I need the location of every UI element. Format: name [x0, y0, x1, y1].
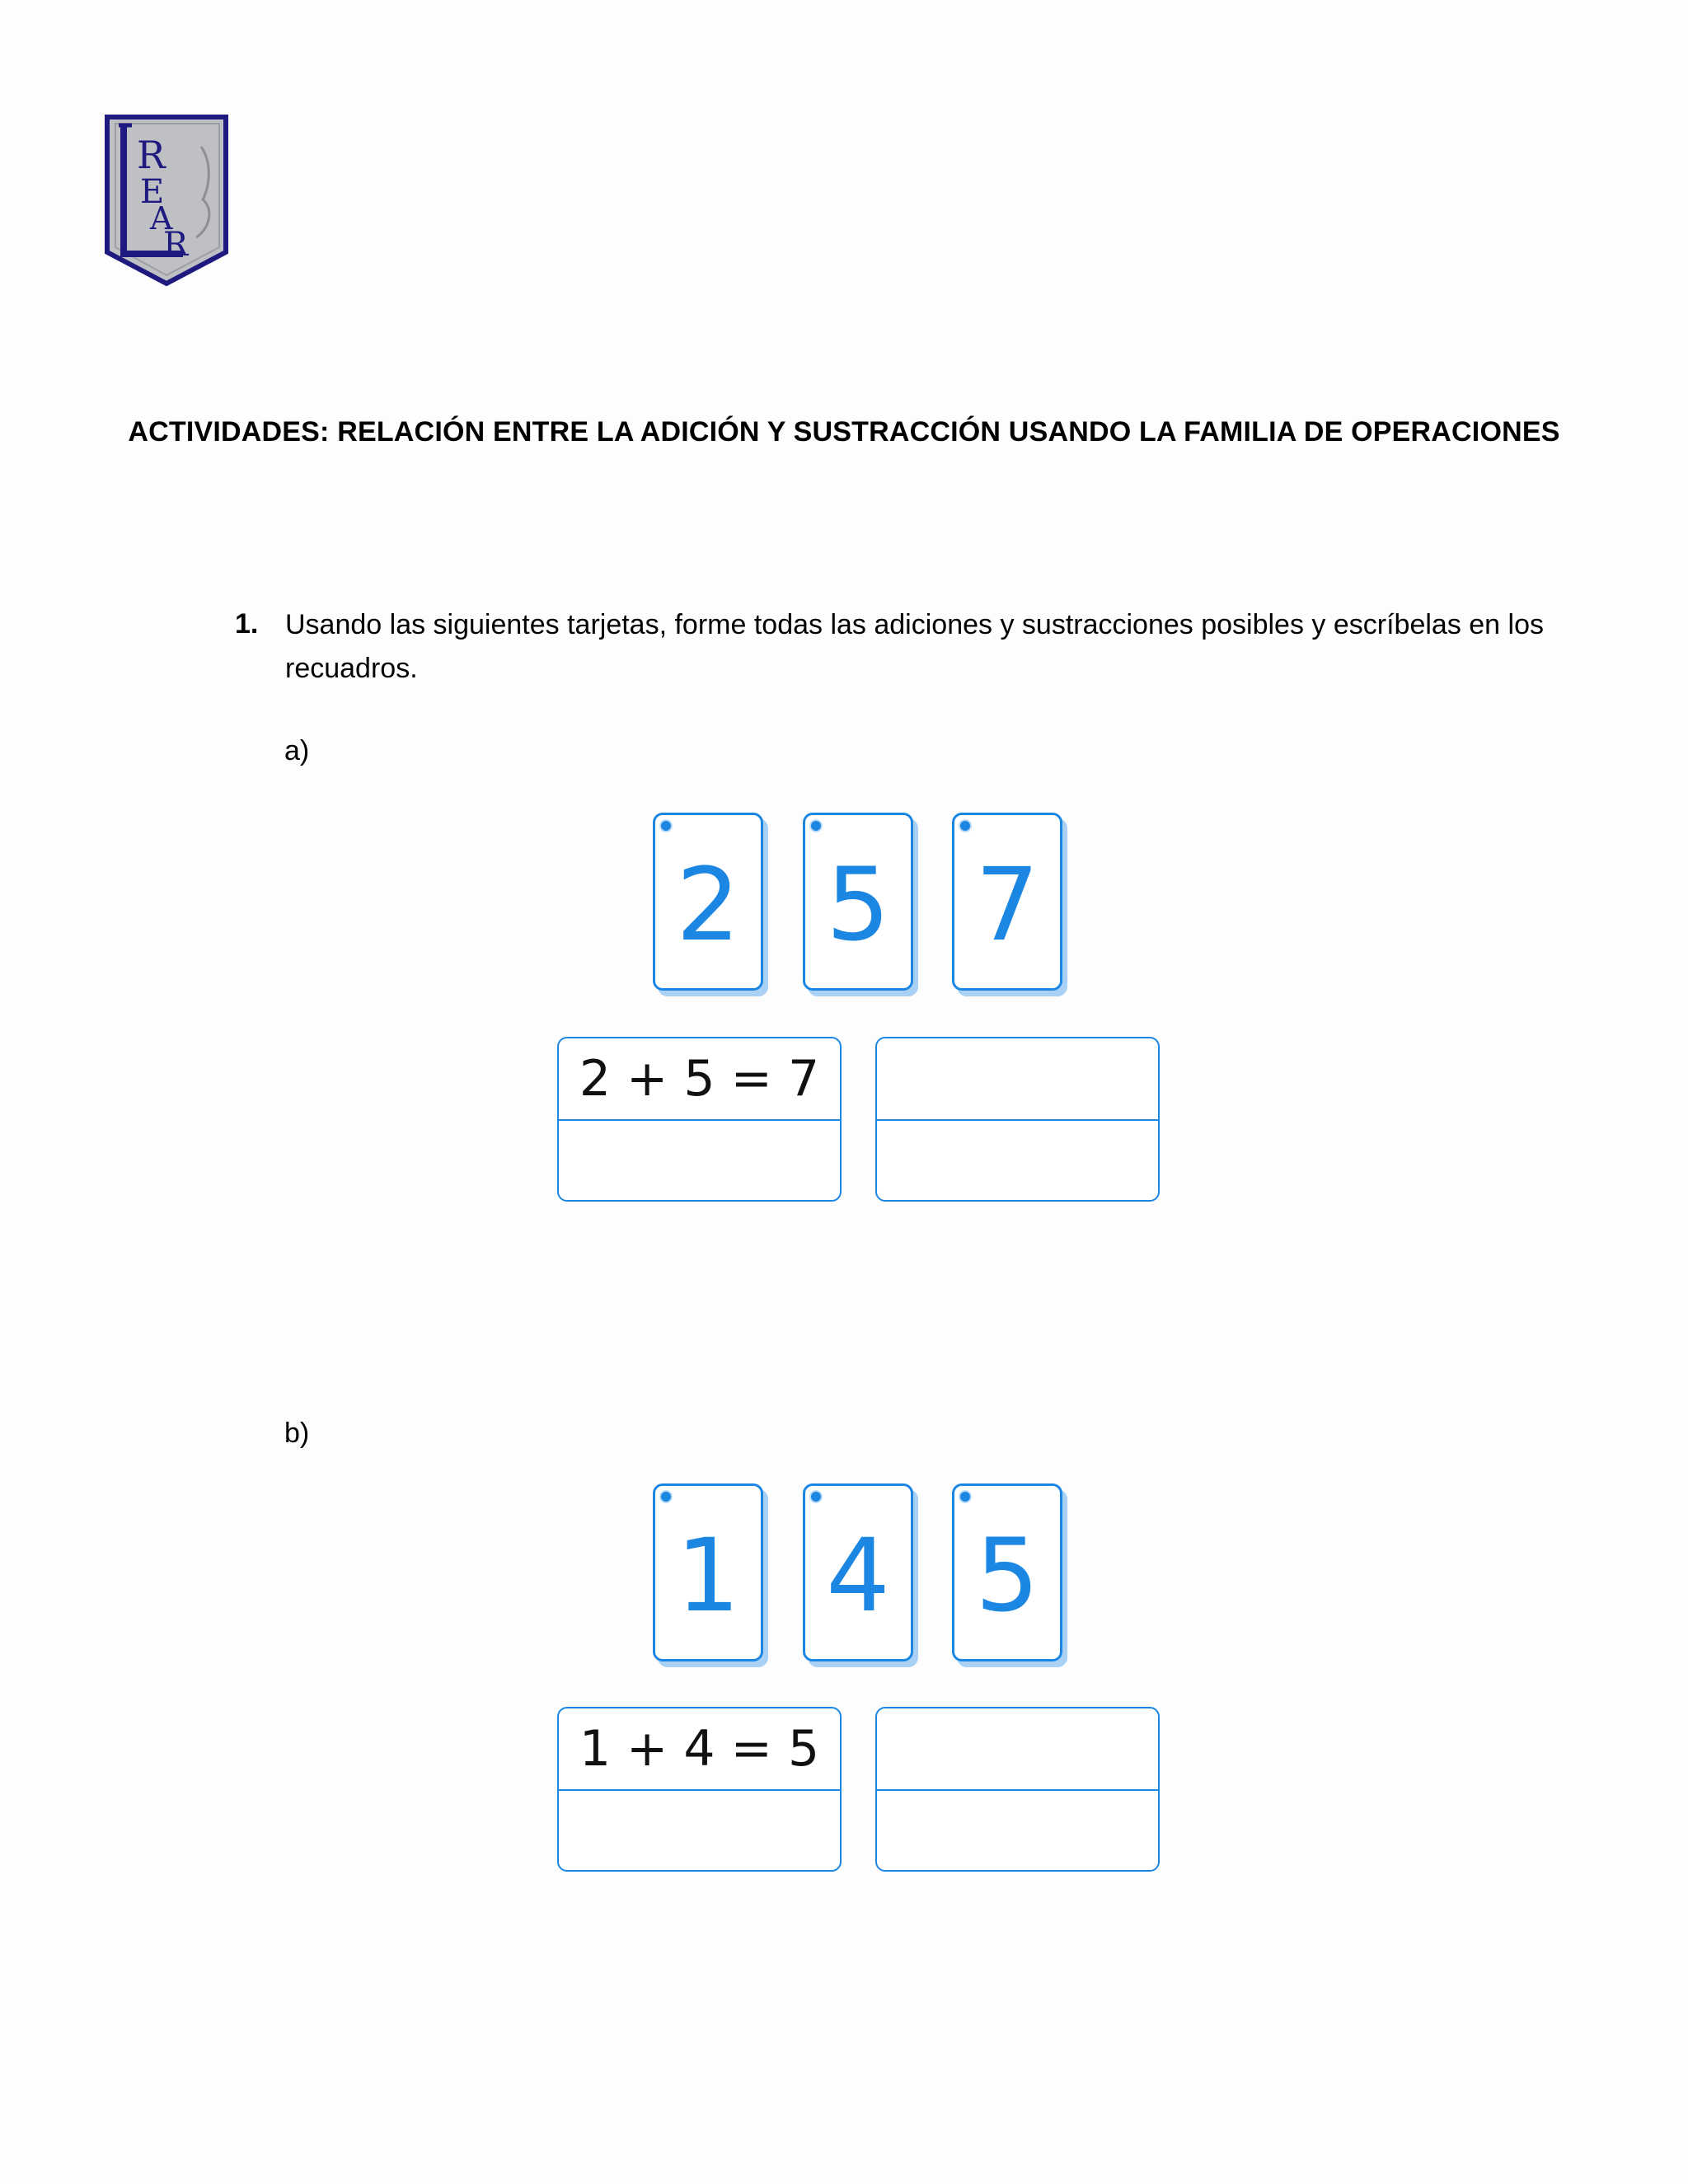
number-card [653, 813, 763, 991]
card-dot-icon [661, 821, 671, 831]
number-card [803, 1483, 913, 1661]
card-number: 2 [676, 846, 740, 963]
section-label-a: a) [284, 735, 310, 766]
page-title: ACTIVIDADES: RELACIÓN ENTRE LA ADICIÓN Y SUSTRACCIÓN USANDO LA FAMILIA DE OPERACIONES [128, 416, 1560, 448]
card-dot-icon [960, 1492, 970, 1502]
svg-text:E: E [140, 173, 165, 211]
number-card [803, 813, 913, 991]
card-dot-icon [811, 821, 821, 831]
answer-row[interactable] [877, 1038, 1158, 1121]
answer-row[interactable] [877, 1791, 1158, 1872]
card-number: 4 [826, 1517, 890, 1634]
number-card [952, 813, 1062, 991]
card-dot-icon [661, 1492, 671, 1502]
card-number: 7 [975, 846, 1039, 963]
section-label-b: b) [284, 1418, 310, 1449]
answer-row[interactable]: 1 + 4 = 5 [559, 1708, 840, 1791]
number-card [952, 1483, 1062, 1661]
question-number: 1. [235, 608, 259, 640]
shield-logo-icon [104, 114, 229, 287]
card-number: 1 [676, 1517, 740, 1634]
answer-row[interactable] [877, 1121, 1158, 1202]
card-dot-icon [811, 1492, 821, 1502]
card-dot-icon [960, 821, 970, 831]
answer-row[interactable] [877, 1708, 1158, 1791]
svg-text:R: R [137, 133, 166, 177]
answer-row[interactable] [559, 1121, 840, 1202]
answer-row[interactable]: 2 + 5 = 7 [559, 1038, 840, 1121]
answer-box [875, 1037, 1160, 1202]
answer-box [875, 1707, 1160, 1872]
school-logo [104, 114, 229, 287]
answer-box [557, 1037, 842, 1202]
svg-text:R: R [163, 226, 189, 264]
question-text: Usando las siguientes tarjetas, forme todas las adiciones y sustracciones posibles y escríbelas en los recuadros. [285, 609, 1544, 684]
svg-text:A: A [150, 200, 173, 237]
answer-box [557, 1707, 842, 1872]
card-number: 5 [975, 1517, 1039, 1634]
card-number: 5 [826, 846, 890, 963]
number-card [653, 1483, 763, 1661]
answer-row[interactable] [559, 1791, 840, 1872]
